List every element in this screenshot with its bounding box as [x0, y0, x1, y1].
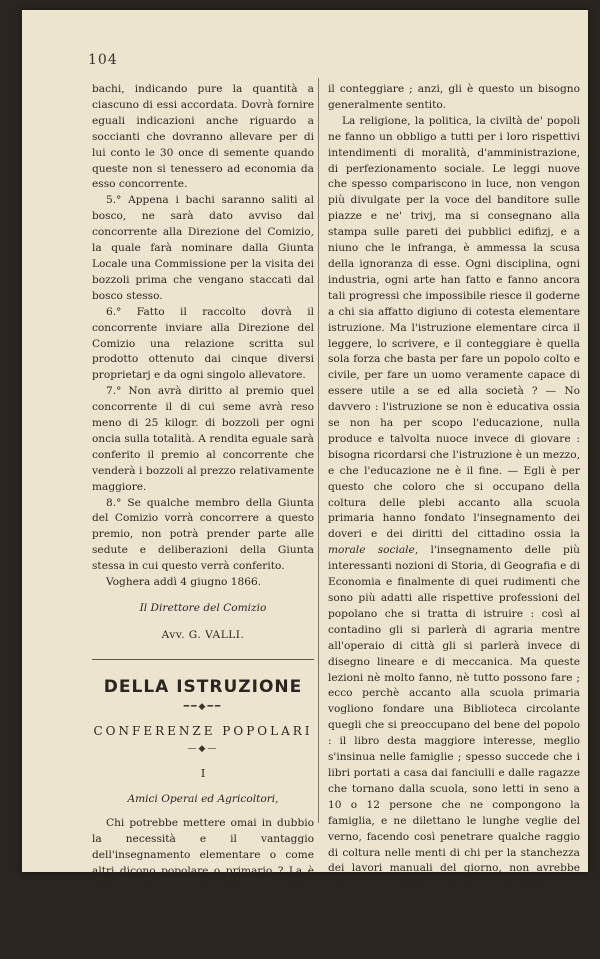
emphasis-text: morale sociale: [328, 544, 415, 557]
section-separator: [92, 659, 314, 660]
paragraph-text: La religione, la politica, la civiltà de' popoli ne fanno un obbligo a tutti per i loro rispettivi intendimenti di moralità, d'amministrazione, di perfezionamento sociale. Le leggi nuove che spesso compariscono in luce, non vengon più divulgate per la voce del banditore sulle piazze e ne' trivj, ma si consegnano alla stampa sulle pareti dei pubblici edifizj, e a niuno che le infranga, è ammessa la scusa della ignoranza di esse. Ogni disciplina, ogni industria, ogni arte han fatto e fanno ancora tali progressi che impossibile riesce il goderne a chi sia affatto digiuno di cotesta elementare istruzione. Ma l'istruzione elementare circa il leggere, lo scrivere, e il conteggiare è quella sola forza che basta per fare un popolo colto e civile, per fare un uomo veramente capace di essere utile a se ed alla società ? — No davvero : l'istruzione se non è educativa ossia se non ha per scopo l'educazione, nulla produce e talvolta nuoce invece di giovare : bisogna ricordarsi che l'istruzione è un mezzo, e che l'educazione ne è il fine. — Egli è per questo che coloro che si occupano della coltura delle plebi accanto alla scuola primaria hanno fondato l'insegnamento dei doveri e dei diritti del cittadino ossia la: [328, 114, 580, 541]
left-column: [92, 82, 314, 959]
right-column: [328, 82, 580, 925]
paragraph: [328, 114, 580, 925]
paragraph: Chi potrebbe mettere omai in dubbio la necessità e il vantaggio dell'insegnamento elementare o come altri dicono popolare o primario ? La è cosa che non ha bisogno d'esser dimostrata : ognuno di leggieri comprende l'importanza di insegnare al popolo di città come a quello di campagna, il leggere, lo scrivere,: [92, 816, 314, 957]
section-subtitle: CONFERENZE POPOLARI: [93, 724, 313, 739]
paragraph: 8.° Se qualche membro della Giunta del Comizio vorrà concorrere a questo premio, non potrà prender parte alle sedute e deliberazioni della Giunta stessa in cui questo verrà conferito.: [92, 496, 314, 573]
ornament-icon: —◆—: [187, 744, 219, 755]
signature-name: Avv. G. VALLI.: [161, 628, 245, 641]
paragraph-text: , l'insegnamento delle più interessanti nozioni di Storia, di Geografia e di Economia e finalmente di quei rudimenti che sono più adatti alle rispettive professioni del popolano che si tratta di istruire : così al contadino gli si parlerà di agraria mentre all'operaio di città gli si parlerà invece di disegno lineare e di meccanica. Ma queste lezioni nè molto fanno, nè tutto possono fare ; ecco perchè accanto alla scuola primaria vogliono fondare una Biblioteca circolante quegli che si preoccupano del bene del popolo : il libro desta maggiore interesse, meglio s'insinua nelle famiglie ; spesso succede che i libri portati a casa dai fanciulli e dalle ragazze che tornano dalla scuola, sono letti in seno a 10 o 12 persone che ne compongono la famiglia, e ne dilettano le lunghe veglie del verno, facendo così penetrare qualche raggio di coltura nelle menti di chi per la stanchezza dei lavori manuali del giorno, non avrebbe voglia di leggere : di più il libro desta una speciale fiducia, si occupa di interessi più universali e più varj, cosicchè vi ha per tutti: [328, 544, 580, 923]
section-title: DELLA ISTRUZIONE: [103, 677, 303, 698]
paragraph: 5.° Appena i bachi saranno saliti al bosco, ne sarà dato avviso dal concorrente alla Direzione del Comizio, la quale farà nominare dalla Giunta Locale una Commissione per la visita dei bozzoli prima che vengano staccati dal bosco stesso.: [92, 194, 314, 302]
ornament-icon: ━━◆━━: [183, 702, 223, 713]
date-line: Voghera addì 4 giugno 1866.: [106, 576, 262, 589]
salutation: Amici Operai ed Agricoltori,: [127, 793, 279, 806]
page-number: 104: [88, 52, 118, 68]
paragraph: il conteggiare ; anzi, gli è questo un bisogno generalmente sentito.: [328, 83, 580, 111]
paragraph: 7.° Non avrà diritto al premio quel concorrente il di cui seme avrà reso meno di 25 kilogr. di bozzoli per ogni oncia sulla totalità. A rendita eguale sarà conferito il premio al concorrente che venderà i bozzoli al prezzo relativamente maggiore.: [92, 385, 314, 493]
roman-numeral: I: [200, 767, 206, 781]
signature-title: Il Direttore del Comizio: [139, 602, 267, 614]
newspaper-page: [22, 10, 588, 957]
paragraph: bachi, indicando pure la quantità a ciascuno di essi accordata. Dovrà fornire eguali indicazioni anche riguardo a soccianti che dovranno allevare per di lui conto le 30 once di semente quando queste non si tenessero ad economia da esso concorrente.: [92, 83, 314, 191]
paragraph: 6.° Fatto il raccolto dovrà il concorrente inviare alla Direzione del Comizio una relazione scritta sul prodotto ottenuto dai cinque diversi proprietarj e da ogni singolo allevatore.: [92, 305, 314, 382]
column-divider: [318, 78, 319, 823]
